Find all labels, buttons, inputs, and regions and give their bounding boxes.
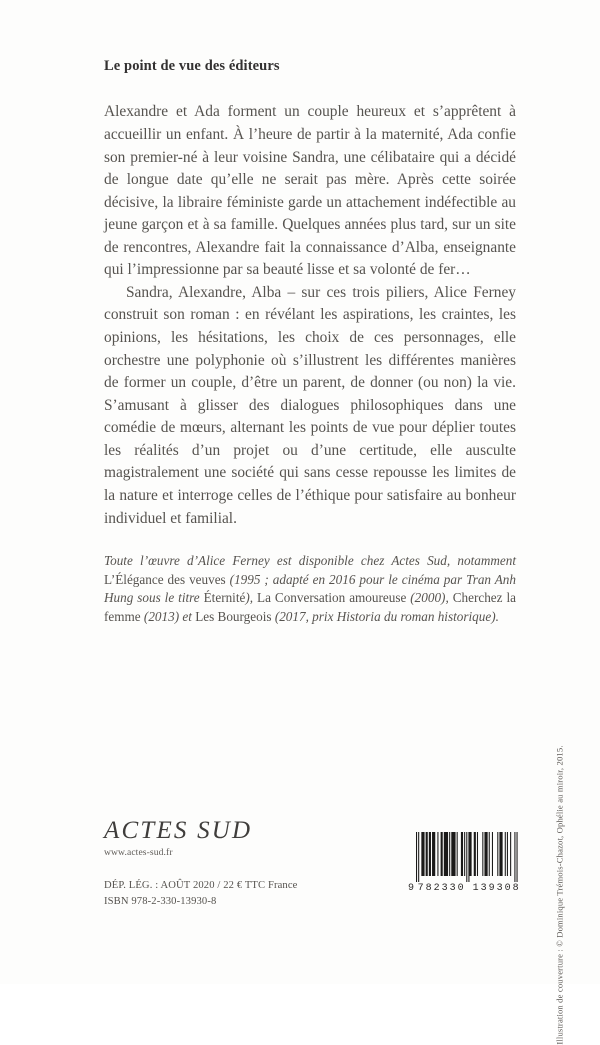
- barcode-group-one: 782330: [417, 883, 466, 894]
- bibliography-intro: Toute l’œuvre d’Alice Ferney est disponible chez Actes Sud, notamment: [104, 553, 516, 568]
- bibliography-title-1: L’Élégance des veuves: [104, 571, 226, 587]
- cover-illustration-credit: [551, 548, 569, 1045]
- bibliography-note-4: (2013) et: [140, 609, 196, 625]
- barcode-lead-digit: 9: [408, 883, 415, 894]
- blurb-paragraph-1: Alexandre et Ada forment un couple heureux et s’apprêtent à accueillir un enfant. À l’heure de partir à la maternité, Ada confie son premier-né à leur voisine Sandra, une célibataire qui a décidé de longue date qu’elle ne serait pas mère. Après cette soirée décisive, la libraire féministe garde un attachement indéfectible au jeune garçon et à sa famille. Quelques années plus tard, sur un site de rencontres, Alexandre fait la connaissance d’Alba, enseignante qui l’impressionne par sa beauté lisse et sa volonté de fer…: [104, 103, 516, 279]
- page-title: Le point de vue des éditeurs: [104, 58, 280, 74]
- isbn-line: ISBN 978-2-330-13930-8: [104, 896, 217, 908]
- blurb-section: [104, 58, 516, 530]
- barcode: [408, 832, 524, 894]
- publisher-block: [104, 818, 384, 911]
- blurb-paragraph-2: Sandra, Alexandre, Alba – sur ces trois piliers, Alice Ferney construit son roman : en révélant les aspirations, les craintes, les opinions, les hésitations, les choix de ces personnages, elle orchestre une polyphonie où s’illustrent les différentes manières de former un couple, d’être un parent, de donner (ou non) la vie. S’amusant à glisser des dialogues philosophiques dans une comédie de mœurs, alternant les points de vue pour déplier toutes les réalités d’un projet ou d’une certitude, elle ausculte magistralement une société qui sans cesse repousse les limites de la nature et interroge celles de l’éthique pour satisfaire au bonheur individuel et familial.: [104, 283, 516, 527]
- bibliography-note-2: ),: [245, 590, 258, 606]
- bibliography-title-5: Les Bourgeois: [195, 609, 272, 625]
- bibliography-note-3: (2000),: [406, 590, 453, 606]
- cover-credit-text: Illustration de couverture : © Dominique Trémois-Chazot, Ophélie au miroir, 2015.: [555, 745, 566, 1045]
- bibliography-title-3: La Conversation amoureuse: [257, 590, 407, 606]
- blurb-text: [104, 101, 516, 530]
- barcode-bars: [416, 832, 524, 882]
- bibliography-note-5: (2017, prix Historia du roman historique).: [271, 609, 499, 625]
- bibliography-note-1: (1995 ; adapté en 2016 pour le cinéma par Tran Anh Hung sous le titre: [104, 571, 516, 606]
- legal-deposit-line: DÉP. LÉG. : AOÛT 2020 / 22 € TTC France: [104, 880, 298, 891]
- imprint-details: [104, 878, 384, 911]
- barcode-digits: [408, 883, 524, 894]
- bibliography-note: [104, 552, 516, 627]
- publisher-website: www.actes-sud.fr: [104, 847, 173, 858]
- barcode-group-two: 139308: [472, 883, 521, 894]
- bibliography-title-4: Cherchez la femme: [104, 590, 516, 625]
- publisher-logo: ACTES SUD: [104, 817, 253, 844]
- bibliography-title-2: Éternité: [203, 590, 246, 606]
